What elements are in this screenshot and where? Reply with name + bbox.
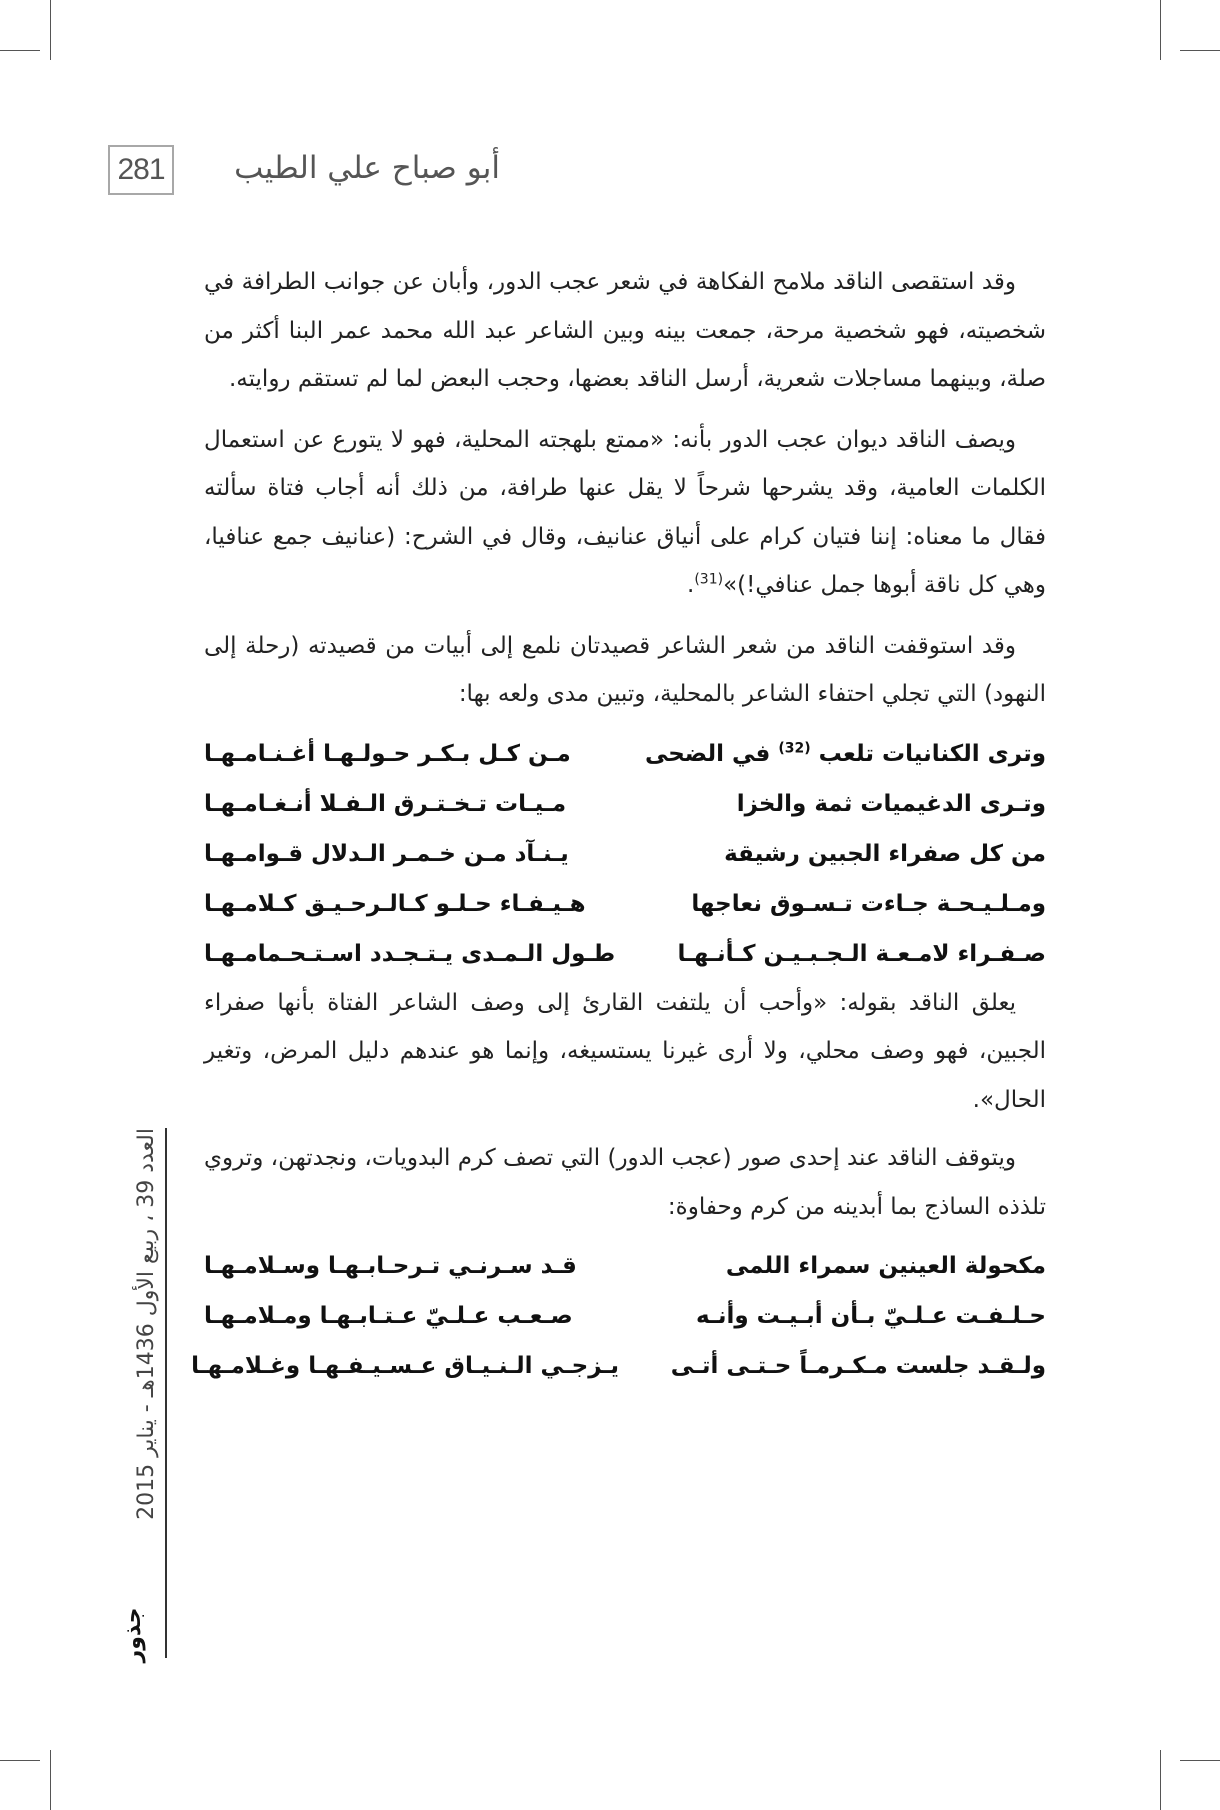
verse-first-hemistich: حـلـفـت عـلـيّ بـأن أبـيـت وأنـه (696, 1303, 1046, 1329)
verse (204, 829, 1046, 879)
verse (204, 1291, 1046, 1341)
verse-first-hemistich: صـفـراء لامـعـة الـجـبـيـن كـأنـهـا (677, 940, 1046, 967)
verse (204, 729, 1046, 779)
paragraph-5: ويتوقف الناقد عند إحدى صور (عجب الدور) التي تصف كرم البدويات، ونجدتهن، وتروي تلذذه الساذج بما أبدينه من كرم وحفاوة: (204, 1145, 1046, 1220)
crop-mark (1160, 1750, 1161, 1810)
crop-mark (1180, 1760, 1220, 1761)
verse-first-hemistich: ولـقـد جلست مـكـرمـاً حـتـى أتـى (670, 1353, 1046, 1379)
side-rule (165, 1128, 167, 1658)
verse-second-hemistich: هـيـفـاء حـلـو كـالـرحـيـق كـلامـهـا (204, 890, 586, 917)
running-head: أبو صباح علي الطيب (234, 150, 500, 186)
article-body (191, 258, 1046, 1391)
paragraph-1: وقد استقصى الناقد ملامح الفكاهة في شعر عجب الدور، وأبان عن جوانب الطرافة في شخصيته، فهو شخصية مرحة، جمعت بينه وبين الشاعر عبد الله محمد عمر البنا أكثر من صلة، وبينهما مساجلات شعرية، أرسل الناقد بعضها، وحجب البعض لما لم تستقم روايته. (204, 269, 1046, 392)
journal-logo: جذور (121, 1607, 146, 1663)
footnote-ref-31[interactable]: (31) (694, 571, 724, 588)
issue-info: العدد 39 ، ربيع الأول 1436هـ - يناير 2015 (134, 1128, 159, 1520)
verse (204, 779, 1046, 829)
verse-second-hemistich: مـيـات تـخـتـرق الـفـلا أنـغـامـهـا (204, 790, 567, 817)
verse-second-hemistich: يـزجـي الـنـيـاق عـسـيـفـهـا وغـلامـهـا (191, 1353, 619, 1379)
verse-first-hemistich: وتـرى الدغيميات ثمة والخزا (736, 790, 1046, 817)
side-footer (112, 1128, 172, 1658)
poem-rehla-ila-alnuhud (204, 729, 1046, 979)
paragraph-2: ويصف الناقد ديوان عجب الدور بأنه: «ممتع بلهجته المحلية، فهو لا يتورع عن استعمال الكلمات العامية، وقد يشرحها شرحاً لا يقل عنها طرافة، من ذلك أنه أجاب فتاة سألته فقال ما معناه: إننا فتيان كرام على أنياق عنانيف، وقال في الشرح: (عنانيف جمع عنافيا، وهي كل ناقة أبوها جمل عنافي!)»$^{(31)}$. (204, 426, 1046, 598)
verse-first-hemistich: وترى الكنانيات تلعب $^{(32)}$ في الضحى (644, 739, 1046, 767)
verse (191, 1341, 1046, 1391)
crop-mark (0, 50, 40, 51)
crop-mark (1180, 50, 1220, 51)
paragraph-3: وقد استوقفت الناقد من شعر الشاعر قصيدتان نلمع إلى أبيات من قصيدته (رحلة إلى النهود) التي تجلي احتفاء الشاعر بالمحلية، وتبين مدى ولعه بها: (204, 632, 1046, 707)
verse-first-hemistich: ومـلـيـحـة جـاءت تـسـوق نعاجها (691, 890, 1046, 917)
paragraph-4: يعلق الناقد بقوله: «وأحب أن يلتفت القارئ إلى وصف الشاعر الفتاة بأنها صفراء الجبين، فهو وصف محلي، ولا أرى غيرنا يستسيغه، وإنما هو عندهم دليل المرض، وتغير الحال». (204, 989, 1046, 1113)
verse (204, 929, 1046, 979)
verse-second-hemistich: قـد سـرنـي تـرحـابـهـا وسـلامـهـا (204, 1253, 577, 1279)
verse-first-hemistich: من كل صفراء الجبين رشيقة (724, 840, 1046, 867)
verse (204, 1241, 1046, 1291)
verse (204, 879, 1046, 929)
verse-second-hemistich: يـنـآد مـن خـمـر الـدلال قـوامـهـا (204, 840, 569, 867)
verse-second-hemistich: طـول الـمـدى يـتـجـدد اسـتـحـمامـهـا (204, 940, 616, 967)
footnote-ref-32[interactable]: (32) (778, 739, 811, 756)
verse-first-hemistich: مكحولة العينين سمراء اللمى (725, 1253, 1046, 1279)
page-number: 281 (108, 145, 174, 195)
verse-second-hemistich: مـن كـل بـكـر حـولـهـا أغـنـامـهـا (204, 740, 571, 767)
crop-mark (50, 1750, 51, 1810)
crop-mark (0, 1760, 40, 1761)
poem-karam-albadawiyat (191, 1241, 1046, 1391)
crop-mark (1160, 0, 1161, 60)
verse-second-hemistich: صـعـب عـلـيّ عـتـابـهـا ومـلامـهـا (204, 1303, 573, 1329)
crop-mark (50, 0, 51, 60)
